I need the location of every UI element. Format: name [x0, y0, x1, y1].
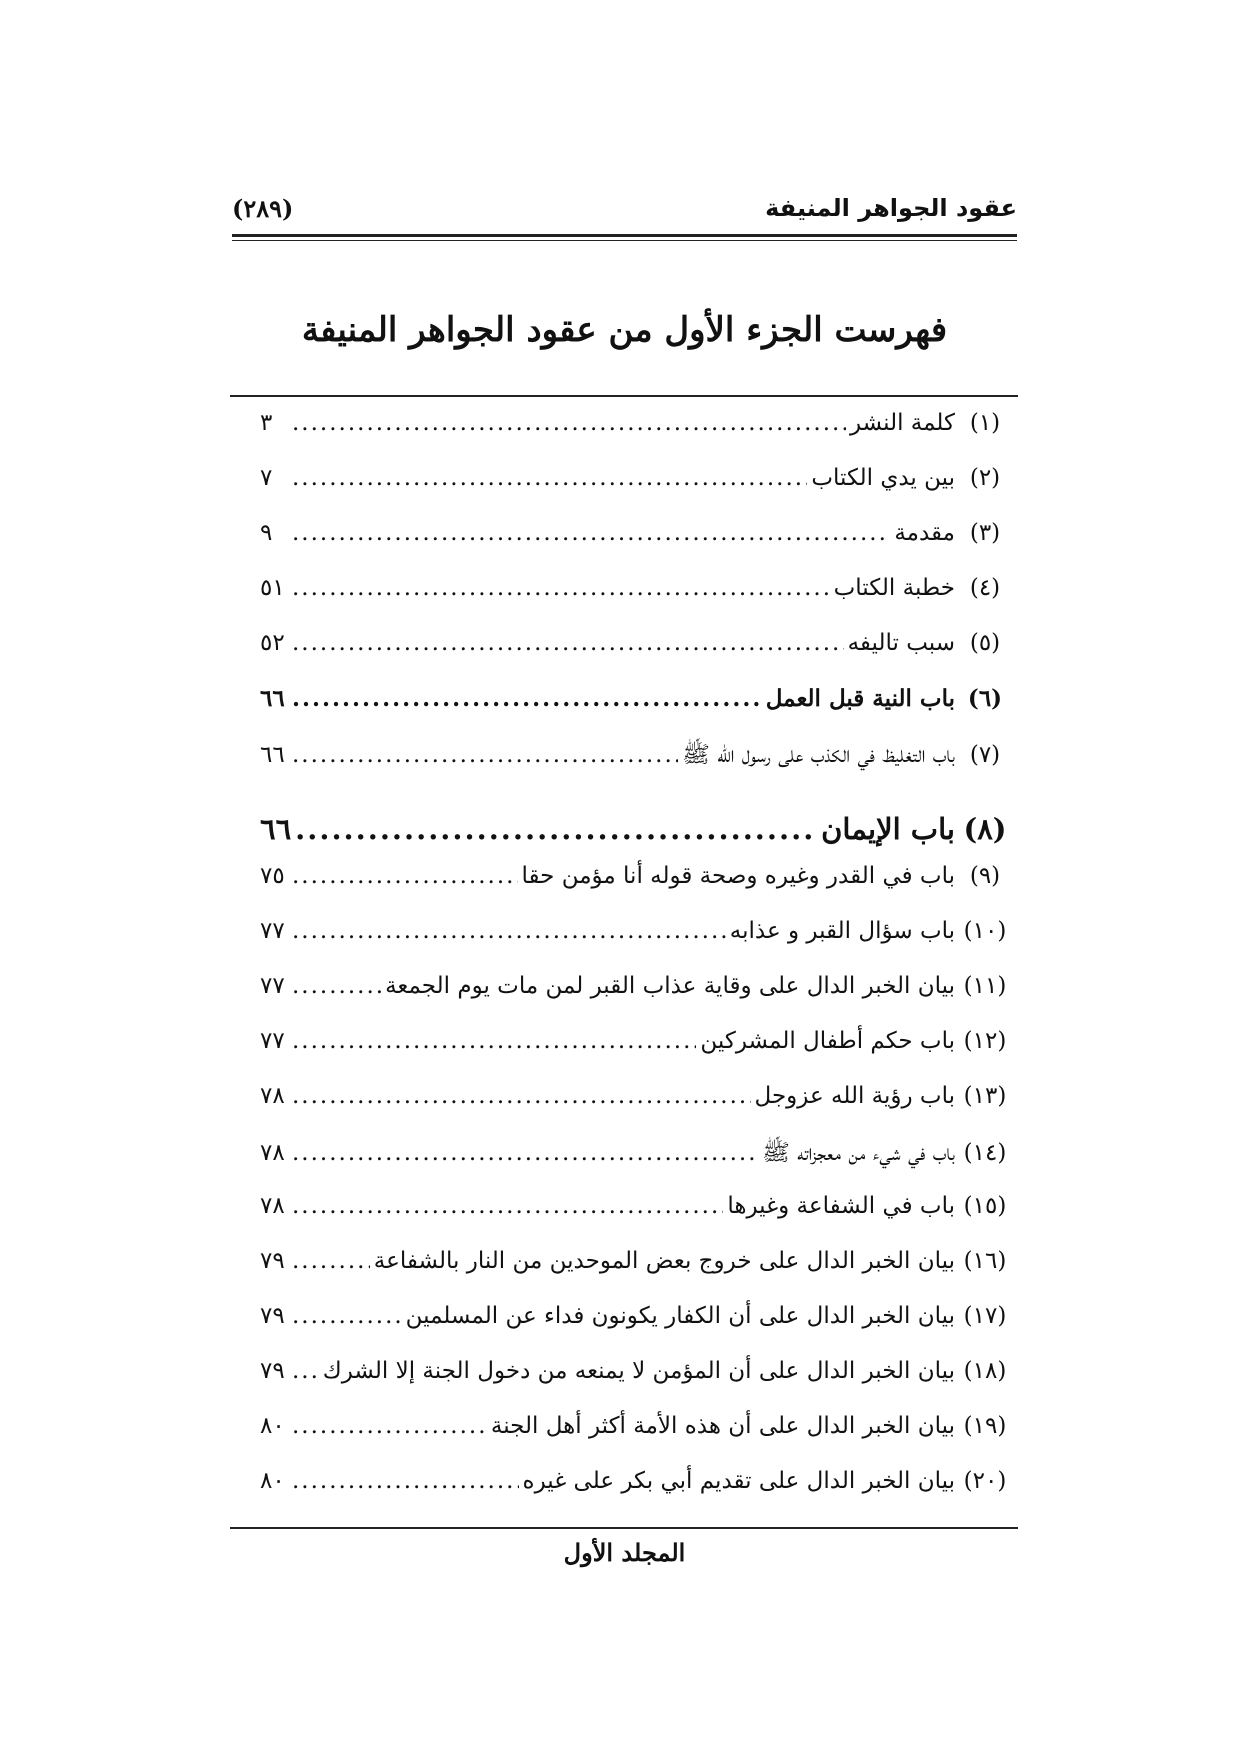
toc-entry[interactable]	[260, 1193, 1015, 1248]
toc-entry[interactable]	[260, 1083, 1015, 1138]
leader-dots	[292, 742, 678, 768]
entry-number: (٣)	[969, 520, 1001, 546]
entry-page: ٨٠	[260, 1413, 285, 1439]
entry-page: ٧٩	[260, 1358, 285, 1384]
entry-title: باب حكم أطفال المشركين	[700, 1028, 955, 1054]
entry-number: (١٩)	[963, 1413, 1007, 1439]
entry-title: بيان الخبر الدال على خروج بعض الموحدين من النار بالشفاعة	[373, 1248, 955, 1274]
entry-title: بيان الخبر الدال على أن هذه الأمة أكثر أهل الجنة	[490, 1413, 955, 1439]
entry-title: خطبة الكتاب	[833, 575, 955, 601]
entry-page: ٧٨	[260, 1083, 285, 1109]
leader-dots	[292, 1303, 402, 1329]
entry-page: ٧٥	[260, 863, 285, 889]
entry-page: ٦٦	[260, 685, 285, 712]
entry-page: ٧٩	[260, 1303, 285, 1329]
toc-entry[interactable]	[260, 1248, 1015, 1303]
leader-dots	[292, 973, 381, 999]
toc-entry[interactable]	[260, 1358, 1015, 1413]
toc-entry[interactable]	[260, 410, 1015, 465]
entry-number: (٦)	[967, 685, 1003, 712]
entry-number: (١٠)	[963, 918, 1007, 944]
entry-number: (٥)	[969, 630, 1001, 656]
toc-entry[interactable]	[260, 863, 1015, 918]
leader-dots	[292, 1028, 696, 1054]
entry-number: (١٥)	[963, 1193, 1007, 1219]
entry-title: بين يدي الكتاب	[811, 465, 955, 491]
toc-entry[interactable]	[260, 740, 1015, 795]
toc-entry[interactable]	[260, 575, 1015, 630]
running-header	[232, 188, 1017, 228]
leader-dots	[292, 630, 844, 656]
leader-dots	[292, 465, 807, 491]
footer-rule	[230, 1527, 1018, 1529]
entry-page: ٧٧	[260, 973, 285, 999]
leader-dots	[292, 863, 518, 889]
entry-title: باب في الشفاعة وغيرها	[727, 1193, 955, 1219]
leader-dots	[292, 1358, 319, 1384]
entry-page: ٦٦	[260, 812, 292, 846]
table-of-contents	[260, 410, 1015, 1523]
toc-entry[interactable]	[260, 520, 1015, 575]
toc-entry[interactable]	[260, 795, 1015, 863]
entry-number: (٤)	[969, 575, 1001, 601]
toc-entry[interactable]	[260, 1468, 1015, 1523]
toc-entry[interactable]	[260, 973, 1015, 1028]
entry-number: (١٨)	[963, 1358, 1007, 1384]
toc-entry[interactable]	[260, 630, 1015, 685]
entry-page: ٥١	[260, 575, 285, 601]
entry-number: (١٤)	[963, 1140, 1007, 1166]
leader-dots	[292, 1413, 487, 1439]
entry-title: باب النية قبل العمل	[765, 685, 955, 712]
entry-number: (١١)	[963, 973, 1007, 999]
leader-dots	[295, 812, 817, 846]
toc-entry[interactable]	[260, 1303, 1015, 1358]
entry-number: (١)	[969, 410, 1001, 436]
entry-title: باب التغليظ في الكذب على رسول الله ﷺ	[682, 742, 955, 768]
leader-dots	[292, 575, 830, 601]
page-title: فهرست الجزء الأول من عقود الجواهر المنيفة	[301, 310, 948, 350]
entry-title: باب رؤية الله عزوجل	[754, 1083, 955, 1109]
book-title: عقود الجواهر المنيفة	[765, 194, 1017, 222]
leader-dots	[292, 1248, 370, 1274]
toc-entry[interactable]	[260, 918, 1015, 973]
volume-footer: المجلد الأول	[563, 1538, 686, 1567]
title-rule	[230, 395, 1018, 397]
entry-title: بيان الخبر الدال على تقديم أبي بكر على غيره	[522, 1468, 955, 1494]
entry-title: باب في شيء من معجزاته ﷺ	[762, 1140, 955, 1166]
entry-page: ٧٨	[260, 1140, 285, 1166]
entry-title: بيان الخبر الدال على وقاية عذاب القبر لمن مات يوم الجمعة	[385, 973, 955, 999]
toc-entry[interactable]	[260, 685, 1015, 740]
entry-title: مقدمة	[894, 520, 955, 546]
entry-page: ٥٢	[260, 630, 285, 656]
entry-title: بيان الخبر الدال على أن المؤمن لا يمنعه من دخول الجنة إلا الشرك	[322, 1358, 955, 1384]
toc-entry[interactable]	[260, 1138, 1015, 1193]
entry-number: (١٦)	[963, 1248, 1007, 1274]
entry-number: (٢)	[969, 465, 1001, 491]
leader-dots	[292, 1140, 758, 1166]
entry-title: كلمة النشر	[849, 410, 955, 436]
toc-entry[interactable]	[260, 1413, 1015, 1468]
entry-number: (١٧)	[963, 1303, 1007, 1329]
leader-dots	[292, 918, 726, 944]
page-number: (٢٨٩)	[232, 193, 294, 223]
toc-entry[interactable]	[260, 1028, 1015, 1083]
entry-number: (١٣)	[963, 1083, 1007, 1109]
leader-dots	[292, 1193, 723, 1219]
leader-dots	[292, 685, 762, 712]
entry-number: (٩)	[969, 863, 1001, 889]
entry-page: ٧٧	[260, 1028, 285, 1054]
entry-page: ٧٩	[260, 1248, 285, 1274]
entry-title: باب في القدر وغيره وصحة قوله أنا مؤمن حقا	[521, 863, 955, 889]
entry-page: ٩	[260, 520, 273, 546]
leader-dots	[292, 1468, 519, 1494]
leader-dots	[292, 1083, 751, 1109]
entry-number: (٨)	[963, 812, 1007, 846]
header-rule	[232, 234, 1017, 241]
entry-page: ٨٠	[260, 1468, 285, 1494]
toc-entry[interactable]	[260, 465, 1015, 520]
entry-title: سبب تاليفه	[847, 630, 955, 656]
entry-page: ٧	[260, 465, 273, 491]
entry-page: ٦٦	[260, 742, 285, 768]
leader-dots	[292, 520, 890, 546]
entry-title: باب سؤال القبر و عذابه	[729, 918, 955, 944]
entry-number: (١٢)	[963, 1028, 1007, 1054]
entry-number: (٧)	[969, 742, 1001, 768]
leader-dots	[292, 410, 846, 436]
entry-title: بيان الخبر الدال على أن الكفار يكونون فداء عن المسلمين	[405, 1303, 955, 1329]
entry-number: (٢٠)	[963, 1468, 1007, 1494]
entry-page: ٧٨	[260, 1193, 285, 1219]
entry-title: باب الإيمان	[821, 812, 955, 846]
entry-page: ٣	[260, 410, 273, 436]
entry-page: ٧٧	[260, 918, 285, 944]
